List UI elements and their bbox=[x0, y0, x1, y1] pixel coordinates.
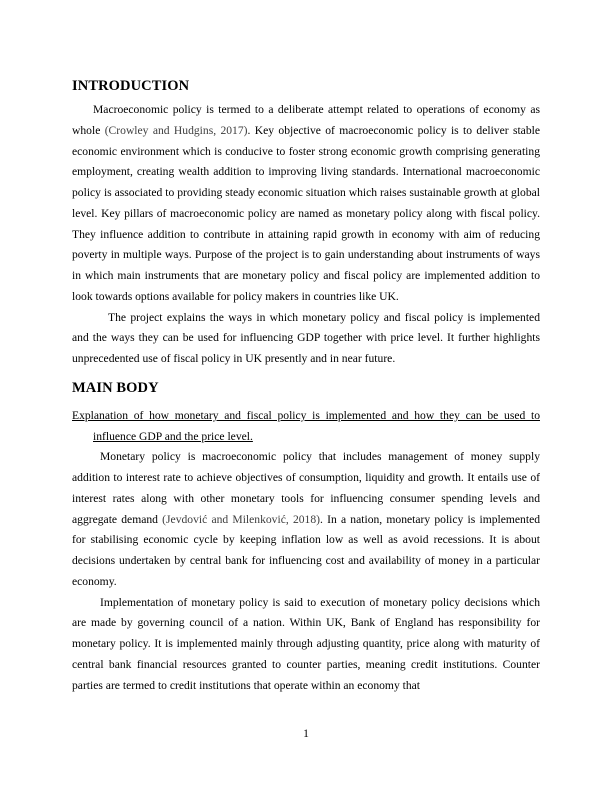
main-p1-text-end: . In a nation, monetary policy is implemented for stabilising economic cycle by keeping inflation low as well as avoid recessions. It is about decisions undertaken by central bank for influencing cost and availability of money in a particular economy. bbox=[72, 512, 541, 588]
citation-crowley-hudgins: (Crowley and Hudgins, 2017) bbox=[104, 123, 248, 137]
intro-p1-text-end: . Key objective of macroeconomic policy is to deliver stable economic environment which is conducive to foster strong economic growth comprising generating employment, creating wealth addition to improving living standards. International macroeconomic policy is associated to providing steady economic situation which raises sustainable growth at global level. Key pillars of macroeconomic policy are named as monetary policy along with fiscal policy. They influence addition to contribute in attaining rapid growth in economy with aim of reducing poverty in multiple ways. Purpose of the project is to gain understanding about instruments of ways in which main instruments that are monetary policy and fiscal policy are implemented addition to look towards options available for policy makers in countries like UK. bbox=[72, 123, 540, 303]
introduction-paragraph-1 bbox=[72, 100, 540, 308]
main-p1-text-start: Monetary policy is macroeconomic policy that includes management of money supply addition to interest rate to achieve objectives of consumption, liquidity and growth. It entails use of interest rates along with other monetary tools for influencing consumer spending levels and aggregate demand bbox=[72, 450, 540, 526]
main-body-subheading: Explanation of how monetary and fiscal policy is implemented and how they can be used to influence GDP and the price level. bbox=[72, 408, 540, 443]
introduction-heading: INTRODUCTION bbox=[72, 78, 190, 94]
introduction-paragraph-2: The project explains the ways in which monetary policy and fiscal policy is implemented and the ways they can be used for influencing GDP together with price level. It further highlights unprecedented use of fiscal policy in UK presently and in near future. bbox=[72, 310, 540, 365]
citation-jevdovic-milenkovic: (Jevdović and Milenković, 2018) bbox=[162, 512, 320, 526]
main-body-paragraph-2: Implementation of monetary policy is said to execution of monetary policy decisions which are made by governing council of a nation. Within UK, Bank of England has responsibility for monetary policy. It is implemented mainly through adjusting quantity, price along with maturity of central bank financial resources granted to counter parties, meaning credit institutions. Counter parties are termed to credit institutions that operate within an economy that bbox=[72, 595, 540, 692]
main-body-paragraph-1 bbox=[72, 447, 540, 592]
page-content bbox=[72, 76, 540, 696]
page-number: 1 bbox=[303, 727, 309, 740]
intro-p1-text-start: Macroeconomic policy is termed to a deliberate attempt related to operations of economy as whole bbox=[72, 103, 540, 137]
main-body-heading: MAIN BODY bbox=[72, 379, 159, 396]
